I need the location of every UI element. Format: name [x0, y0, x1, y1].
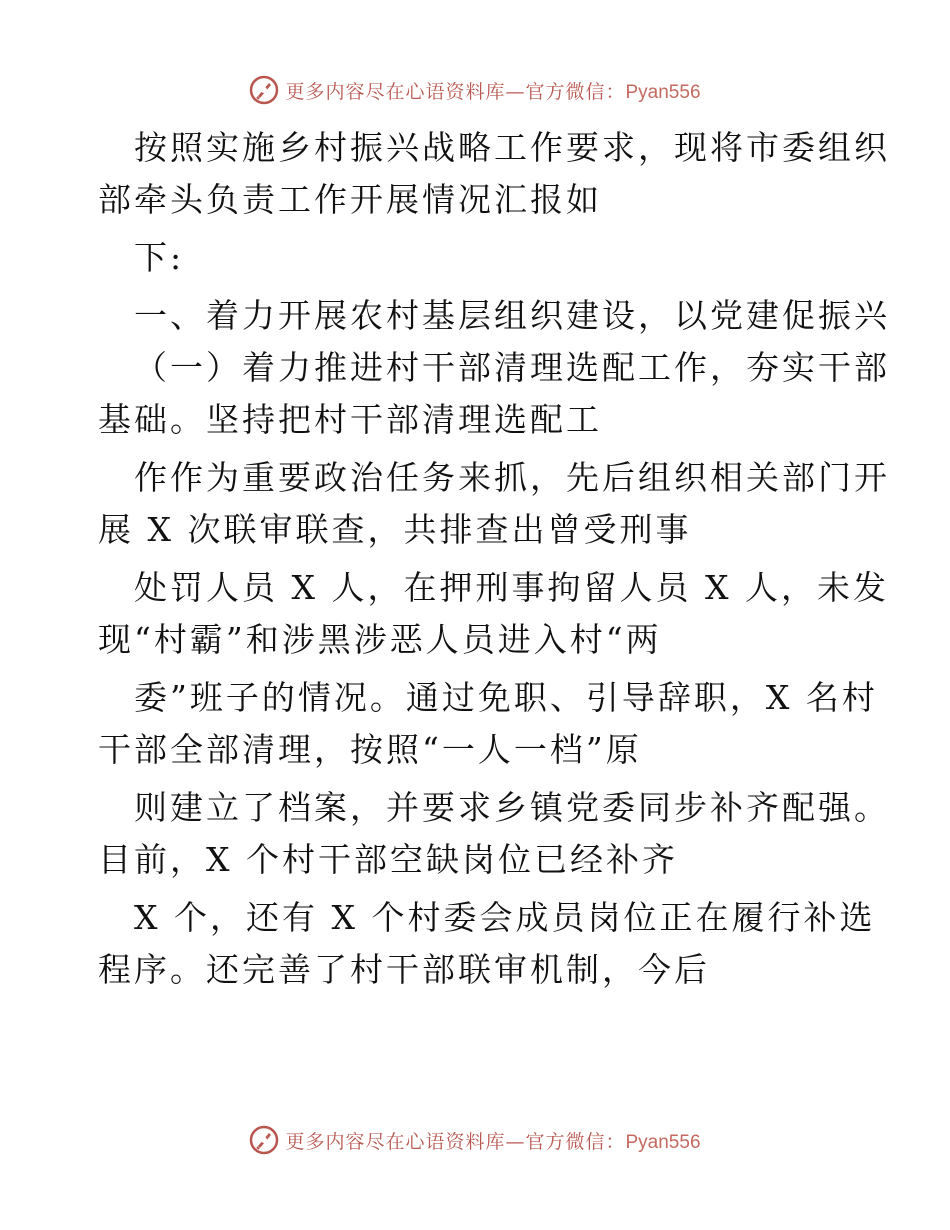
body-line: 目前，X 个村干部空缺岗位已经补齐: [98, 840, 678, 879]
body-line: 按照实施乡村振兴战略工作要求，现将市委组织: [134, 128, 890, 167]
body-line: 则建立了档案，并要求乡镇党委同步补齐配强。: [134, 788, 890, 827]
quill-seal-icon: [249, 75, 279, 105]
body-line: 作作为重要政治任务来抓，先后组织相关部门开: [134, 458, 890, 497]
body-line: 展 X 次联审联查，共排查出曾受刑事: [98, 510, 692, 549]
body-line: 程序。还完善了村干部联审机制，今后: [98, 950, 710, 989]
quill-seal-icon: [249, 1125, 279, 1155]
body-line: 下:: [134, 238, 185, 277]
footer-brand-id: Pyan556: [625, 1131, 701, 1153]
page-footer-watermark: [0, 1120, 950, 1160]
body-line: 部牵头负责工作开展情况汇报如: [98, 180, 602, 219]
body-line: X 个，还有 X 个村委会成员岗位正在履行补选: [134, 898, 876, 937]
body-line: 委”班子的情况。通过免职、引导辞职，X 名村: [134, 678, 878, 717]
body-line: （一）着力推进村干部清理选配工作，夯实干部: [134, 348, 890, 387]
body-line: 基础。坚持把村干部清理选配工: [98, 400, 602, 439]
body-line: 一、着力开展农村基层组织建设，以党建促振兴: [134, 296, 890, 335]
body-line: 现“村霸”和涉黑涉恶人员进入村“两: [98, 620, 662, 659]
footer-brand-text: 更多内容尽在心语资料库—官方微信：Pyan556: [285, 1130, 701, 1153]
body-line: 处罚人员 X 人，在押刑事拘留人员 X 人，未发: [134, 568, 889, 607]
body-line: 干部全部清理，按照“一人一档”原: [98, 730, 642, 769]
header-brand-text: 更多内容尽在心语资料库—官方微信：Pyan556: [285, 80, 701, 103]
page-header-watermark: [0, 70, 950, 110]
document-body: [98, 122, 890, 996]
header-brand-id: Pyan556: [625, 81, 701, 103]
